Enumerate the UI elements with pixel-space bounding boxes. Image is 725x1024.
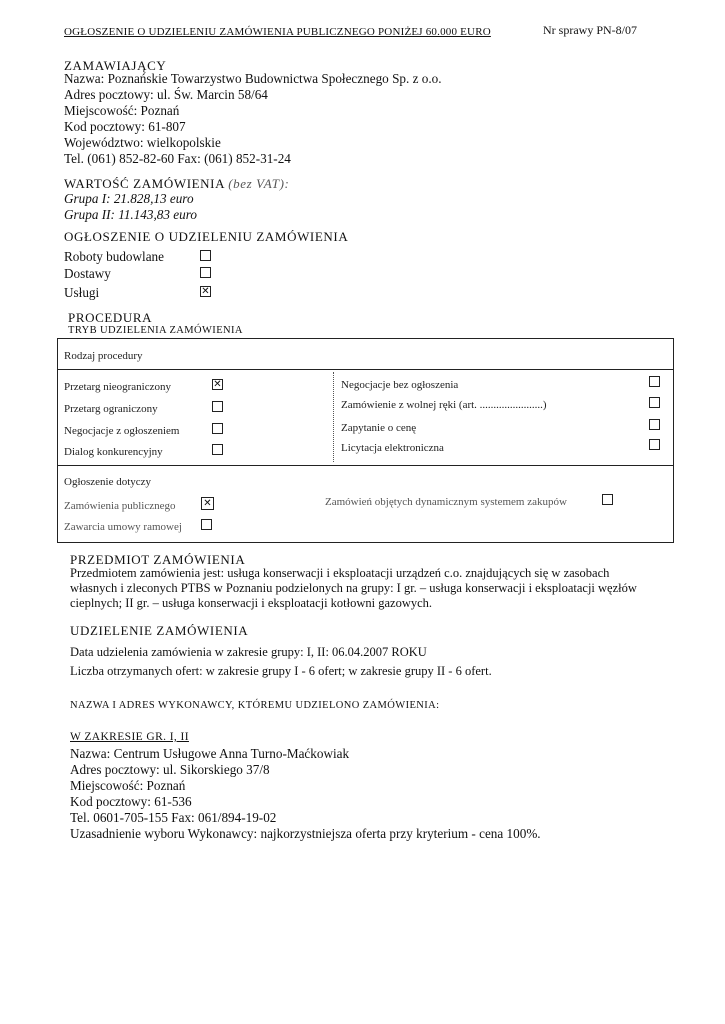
procedure-restricted: Przetarg ograniczony (64, 403, 158, 415)
document-title: OGŁOSZENIE O UDZIELENIU ZAMÓWIENIA PUBLICZNEGO PONIŻEJ 60.000 EURO (64, 26, 491, 38)
subject-heading: PRZEDMIOT ZAMÓWIENIA (70, 552, 246, 567)
subject-text: Przedmiotem zamówienia jest: usługa konserwacji i eksploatacji urządzeń c.o. znajdujących się w zasobach własnych i zleconych PTBS w Poznaniu podzielonych na grupy: I gr. – usługa konserwacji i eksploatacji węzłów cieplnych; II gr. – usługa konserwacji i eksploatacji kotłowni gazowych. (70, 566, 637, 610)
procedure-heading: PROCEDURA (68, 310, 153, 325)
procedure-request-quotation: Zapytanie o cenę (341, 422, 417, 434)
award-date: Data udzielenia zamówienia w zakresie grupy: I, II: 06.04.2007 ROKU (70, 645, 427, 659)
contractor-phone: Tel. 0601-705-155 Fax: 061/894-19-02 (70, 810, 277, 825)
value-group-2: Grupa II: 11.143,83 euro (64, 207, 197, 222)
single-source-checkbox[interactable] (649, 397, 660, 408)
concerns-label: Ogłoszenie dotyczy (64, 476, 152, 488)
negotiated-with-notice-checkbox[interactable] (212, 423, 223, 434)
procedure-dialogue: Dialog konkurencyjny (64, 446, 163, 458)
concerns-framework-agreement: Zawarcia umowy ramowej (64, 521, 182, 533)
contractor-heading: NAZWA I ADRES WYKONAWCY, KTÓREMU UDZIELONO ZAMÓWIENIA: (70, 700, 440, 711)
dynamic-system-checkbox[interactable] (602, 494, 613, 505)
contracting-name: Nazwa: Poznańskie Towarzystwo Budownictwa Społecznego Sp. z o.o. (64, 71, 442, 86)
contracting-heading: ZAMAWIAJĄCY (64, 58, 167, 73)
open-tender-checkbox[interactable]: ✕ (213, 379, 222, 390)
concerns-dynamic-system: Zamówień objętych dynamicznym systemem zakupów (325, 496, 567, 508)
procedure-frame-divider-1 (57, 369, 673, 370)
contractor-scope: W ZAKRESIE GR. I, II (70, 731, 189, 743)
restricted-tender-checkbox[interactable] (212, 401, 223, 412)
award-offers: Liczba otrzymanych ofert: w zakresie grupy I - 6 ofert; w zakresie grupy II - 6 ofert. (70, 664, 492, 678)
e-auction-checkbox[interactable] (649, 439, 660, 450)
request-quotation-checkbox[interactable] (649, 419, 660, 430)
contracting-postcode: Kod pocztowy: 61-807 (64, 119, 186, 134)
value-heading-note: (bez VAT): (228, 176, 290, 191)
procedure-type-label: Rodzaj procedury (64, 350, 143, 362)
procedure-e-auction: Licytacja elektroniczna (341, 442, 444, 454)
concerns-public-contract: Zamówienia publicznego (64, 500, 176, 512)
contracting-city: Miejscowość: Poznań (64, 103, 180, 118)
services-checkbox[interactable]: ✕ (201, 286, 210, 297)
competitive-dialogue-checkbox[interactable] (212, 444, 223, 455)
notice-option-works: Roboty budowlane (64, 249, 164, 264)
contractor-postcode: Kod pocztowy: 61-536 (70, 794, 192, 809)
contracting-voivodeship: Województwo: wielkopolskie (64, 135, 221, 150)
contracting-address: Adres pocztowy: ul. Św. Marcin 58/64 (64, 87, 268, 102)
procedure-single-source: Zamówienie z wolnej ręki (art. .......................) (341, 399, 547, 411)
procedure-open: Przetarg nieograniczony (64, 381, 172, 393)
framework-agreement-checkbox[interactable] (201, 519, 212, 530)
value-heading-text: WARTOŚĆ ZAMÓWIENIA (64, 176, 225, 191)
case-number: Nr sprawy PN-8/07 (543, 23, 637, 37)
contractor-justification: Uzasadnienie wyboru Wykonawcy: najkorzystniejsza oferta przy kryterium - cena 100%. (70, 826, 541, 841)
contractor-name: Nazwa: Centrum Usługowe Anna Turno-Maćkowiak (70, 746, 350, 761)
negotiated-without-notice-checkbox[interactable] (649, 376, 660, 387)
procedure-subheading: TRYB UDZIELENIA ZAMÓWIENIA (68, 325, 243, 336)
notice-option-supplies: Dostawy (64, 266, 111, 281)
contractor-city: Miejscowość: Poznań (70, 778, 186, 793)
value-heading (64, 176, 289, 192)
notice-option-services: Usługi (64, 285, 100, 300)
supplies-checkbox[interactable] (200, 267, 211, 278)
contracting-phone: Tel. (061) 852-82-60 Fax: (061) 852-31-24 (64, 151, 291, 166)
value-group-1: Grupa I: 21.828,13 euro (64, 191, 194, 206)
procedure-negotiated-with-notice: Negocjacje z ogłoszeniem (64, 425, 180, 437)
procedure-column-divider (333, 372, 334, 462)
contractor-address: Adres pocztowy: ul. Sikorskiego 37/8 (70, 762, 270, 777)
award-heading: UDZIELENIE ZAMÓWIENIA (70, 623, 249, 638)
procedure-negotiated-without-notice: Negocjacje bez ogłoszenia (341, 379, 459, 391)
notice-heading: OGŁOSZENIE O UDZIELENIU ZAMÓWIENIA (64, 229, 349, 244)
public-contract-checkbox[interactable]: ✕ (201, 497, 214, 510)
works-checkbox[interactable] (200, 250, 211, 261)
procedure-frame-divider-2 (57, 465, 673, 466)
